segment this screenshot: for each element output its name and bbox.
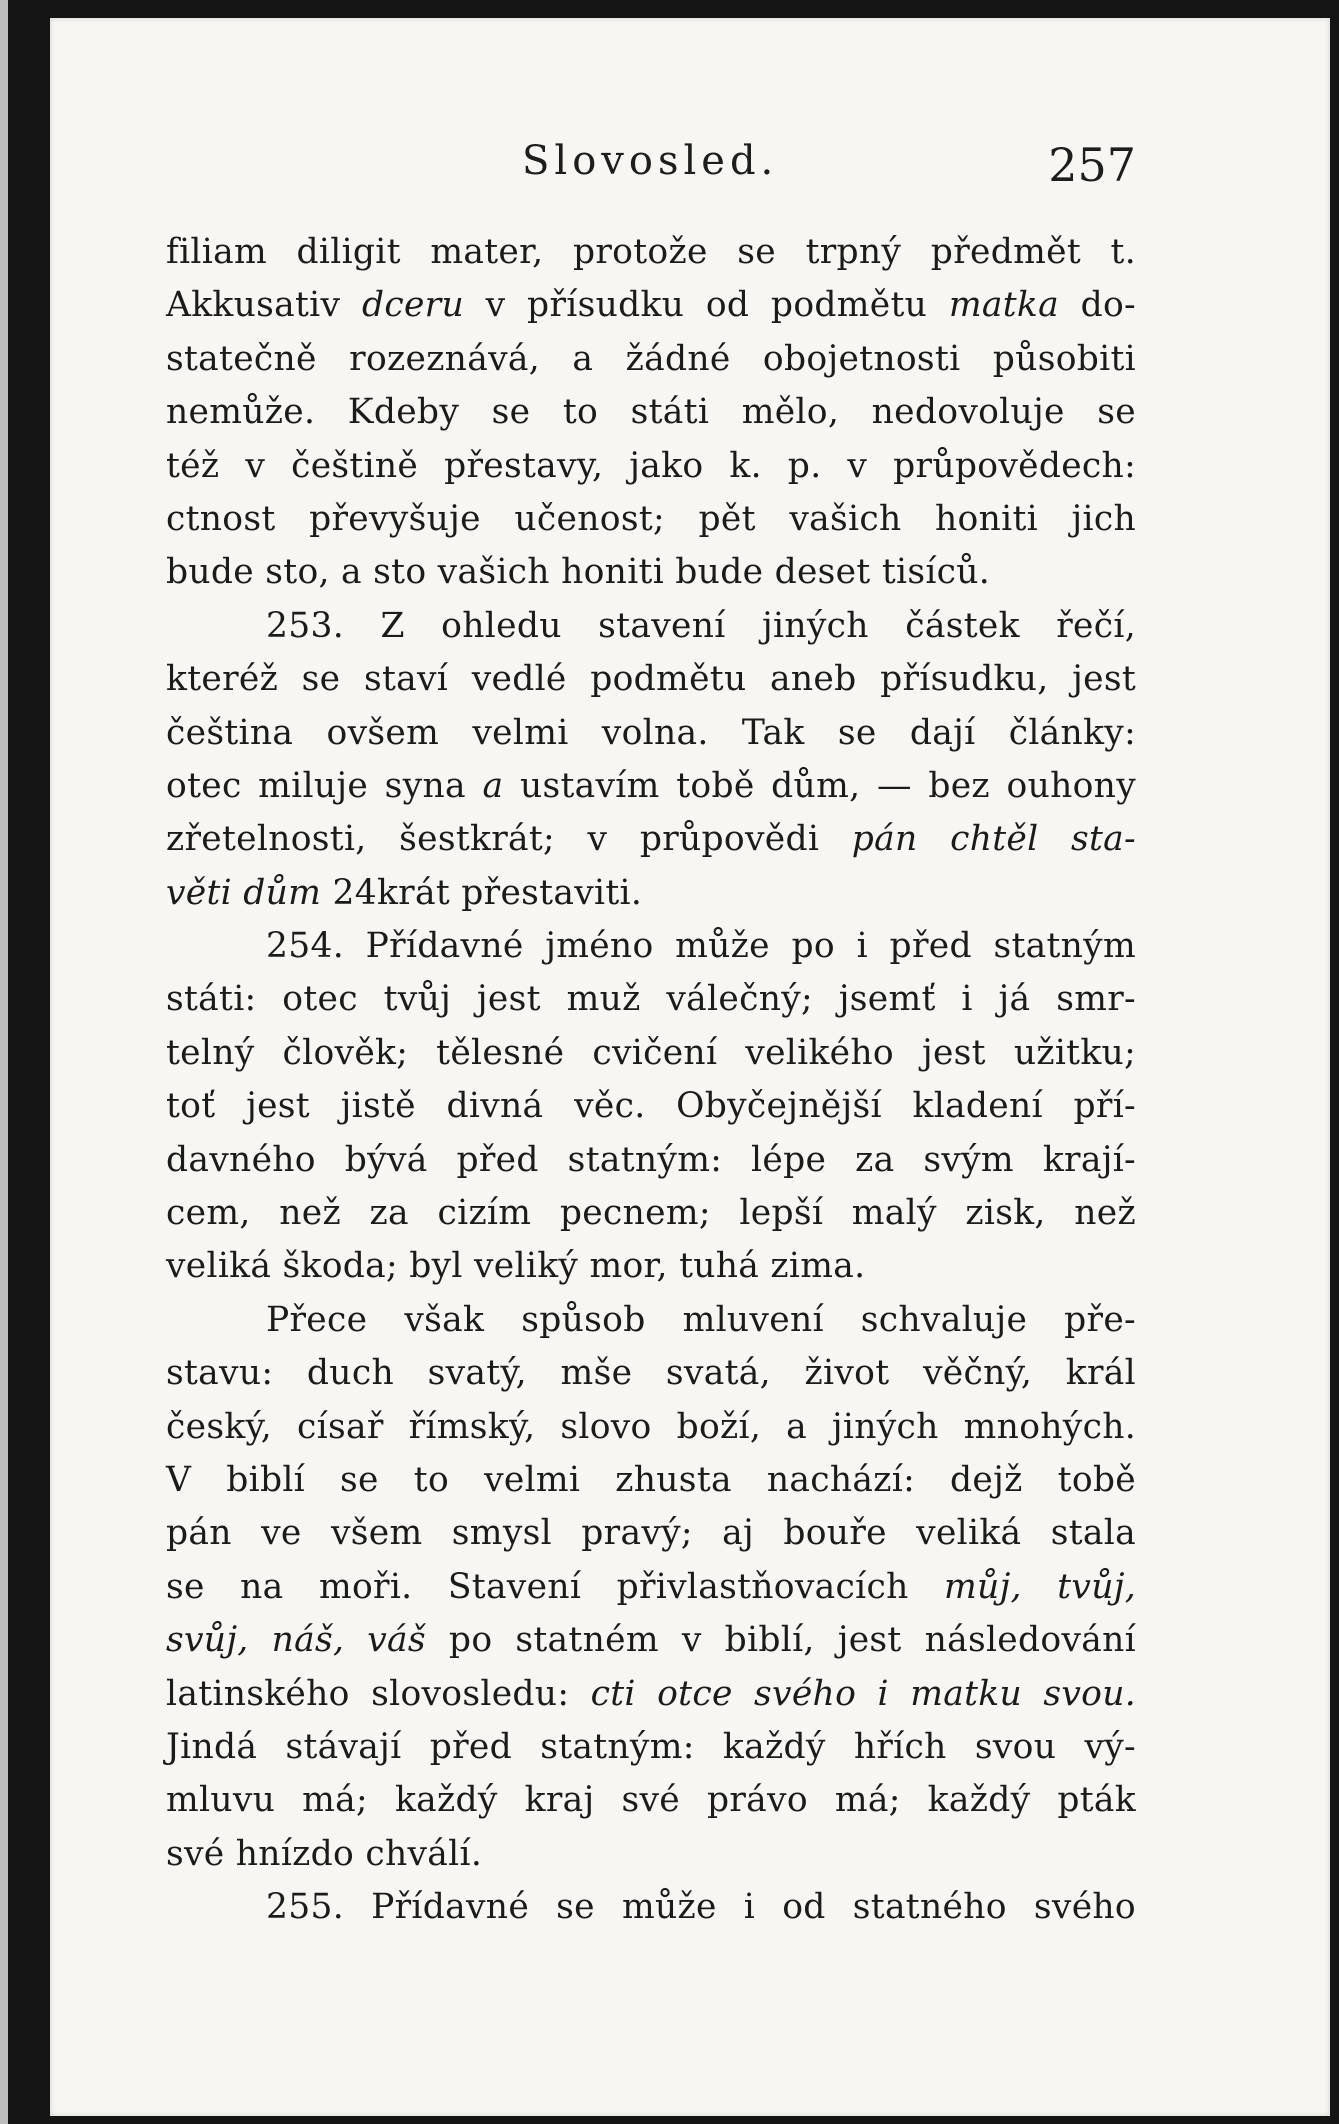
text-line xyxy=(166,1134,1136,1187)
italic-text: cti otce svého i matku svou. xyxy=(590,1673,1136,1714)
page-header xyxy=(166,138,1136,198)
text-span: Přece však spůsob mluvení schvaluje pře- xyxy=(266,1299,1136,1340)
text-line xyxy=(166,600,1136,653)
text-span: filiam diligit mater, protože se trpný předmět t. xyxy=(166,232,1136,272)
italic-text: pán chtěl sta- xyxy=(851,819,1136,860)
text-span: ustavím tobě dům, — bez ouhony xyxy=(503,765,1136,806)
italic-text: a xyxy=(482,765,504,806)
text-span: v přísudku od podmětu xyxy=(464,285,949,326)
text-line xyxy=(166,920,1136,973)
text-line xyxy=(166,1561,1136,1614)
italic-text: svůj, náš, váš xyxy=(166,1620,426,1661)
text-line xyxy=(166,1828,1136,1881)
text-line xyxy=(166,1454,1136,1507)
text-span: čeština ovšem velmi volna. Tak se dají články: xyxy=(166,712,1136,753)
text-span: latinského slovosledu: xyxy=(166,1673,591,1714)
italic-text: dceru xyxy=(361,285,464,326)
text-span: V biblí se to velmi zhusta nachází: dejž tobě xyxy=(166,1459,1136,1500)
text-span: 24krát přestaviti. xyxy=(321,872,643,913)
scan-left-edge xyxy=(0,0,8,2124)
text-span: Akkusativ xyxy=(166,285,362,326)
text-span: kteréž se staví vedlé podmětu aneb přísudku, jest xyxy=(166,659,1136,700)
page-number: 257 xyxy=(1048,138,1136,192)
text-line xyxy=(166,1668,1136,1721)
text-span: zřetelnosti, šestkrát; v průpovědi xyxy=(166,819,852,860)
text-line xyxy=(166,1080,1136,1133)
text-line xyxy=(166,760,1136,813)
text-line xyxy=(166,973,1136,1026)
running-title: Slovosled. xyxy=(522,138,779,184)
text-span: pán ve všem smysl pravý; aj bouře veliká stala xyxy=(166,1513,1136,1554)
text-span: 253. Z ohledu stavení jiných částek řečí, xyxy=(266,605,1136,646)
text-line xyxy=(166,1881,1136,1934)
text-line xyxy=(166,867,1136,920)
text-line xyxy=(166,226,1136,279)
text-line xyxy=(166,1240,1136,1293)
text-line xyxy=(166,546,1136,599)
text-span: státi: otec tvůj jest muž válečný; jsemť i já smr- xyxy=(166,979,1136,1020)
text-span: toť jest jistě divná věc. Obyčejnější kladení pří- xyxy=(166,1086,1136,1127)
text-line xyxy=(166,1027,1136,1080)
body-text xyxy=(166,226,1136,1935)
text-span: po statném v biblí, jest následování xyxy=(425,1620,1136,1661)
text-span: se na moři. Stavení přivlastňovacích xyxy=(166,1566,945,1607)
text-line xyxy=(166,279,1136,332)
text-span: též v češtině přestavy, jako k. p. v průpovědech: xyxy=(166,445,1136,486)
text-span: cem, než za cizím pecnem; lepší malý zisk, než xyxy=(166,1193,1136,1234)
text-span: ctnost převyšuje učenost; pět vašich honiti jich xyxy=(166,498,1136,539)
text-line xyxy=(166,1347,1136,1400)
text-line xyxy=(166,333,1136,386)
italic-text: věti dům xyxy=(166,872,322,913)
text-line xyxy=(166,1614,1136,1667)
text-span: otec miluje syna xyxy=(166,765,483,806)
text-line xyxy=(166,813,1136,866)
italic-text: matka xyxy=(948,285,1059,326)
text-span: nemůže. Kdeby se to státi mělo, nedovoluje se xyxy=(166,392,1136,433)
text-line xyxy=(166,1721,1136,1774)
italic-text: můj, tvůj, xyxy=(944,1566,1136,1607)
text-span: bude sto, a sto vašich honiti bude deset tisíců. xyxy=(166,552,991,593)
text-line xyxy=(166,653,1136,706)
text-line xyxy=(166,1507,1136,1560)
text-line xyxy=(166,1774,1136,1827)
text-span: do- xyxy=(1058,285,1137,326)
text-span: Jindá stávají před statným: každý hřích svou vý- xyxy=(166,1726,1136,1767)
text-span: davného bývá před statným: lépe za svým krají- xyxy=(166,1139,1136,1180)
text-line xyxy=(166,1187,1136,1240)
text-line xyxy=(166,707,1136,760)
text-span: telný člověk; tělesné cvičení velikého jest užitku; xyxy=(166,1032,1136,1073)
text-span: své hnízdo chválí. xyxy=(166,1833,483,1874)
text-span: veliká škoda; byl veliký mor, tuhá zima. xyxy=(166,1246,866,1287)
text-span: 255. Přídavné se může i od statného svého xyxy=(266,1887,1136,1928)
text-line xyxy=(166,493,1136,546)
text-line xyxy=(166,1401,1136,1454)
text-span: 254. Přídavné jméno může po i před statným xyxy=(266,926,1136,967)
text-span: stavu: duch svatý, mše svatá, život věčný, král xyxy=(166,1353,1136,1394)
text-line xyxy=(166,440,1136,493)
text-line xyxy=(166,1294,1136,1347)
text-span: český, císař římský, slovo boží, a jiných mnohých. xyxy=(166,1406,1136,1447)
text-span: mluvu má; každý kraj své právo má; každý pták xyxy=(166,1780,1136,1821)
text-line xyxy=(166,386,1136,439)
text-span: statečně rozeznává, a žádné obojetnosti působiti xyxy=(166,338,1136,379)
